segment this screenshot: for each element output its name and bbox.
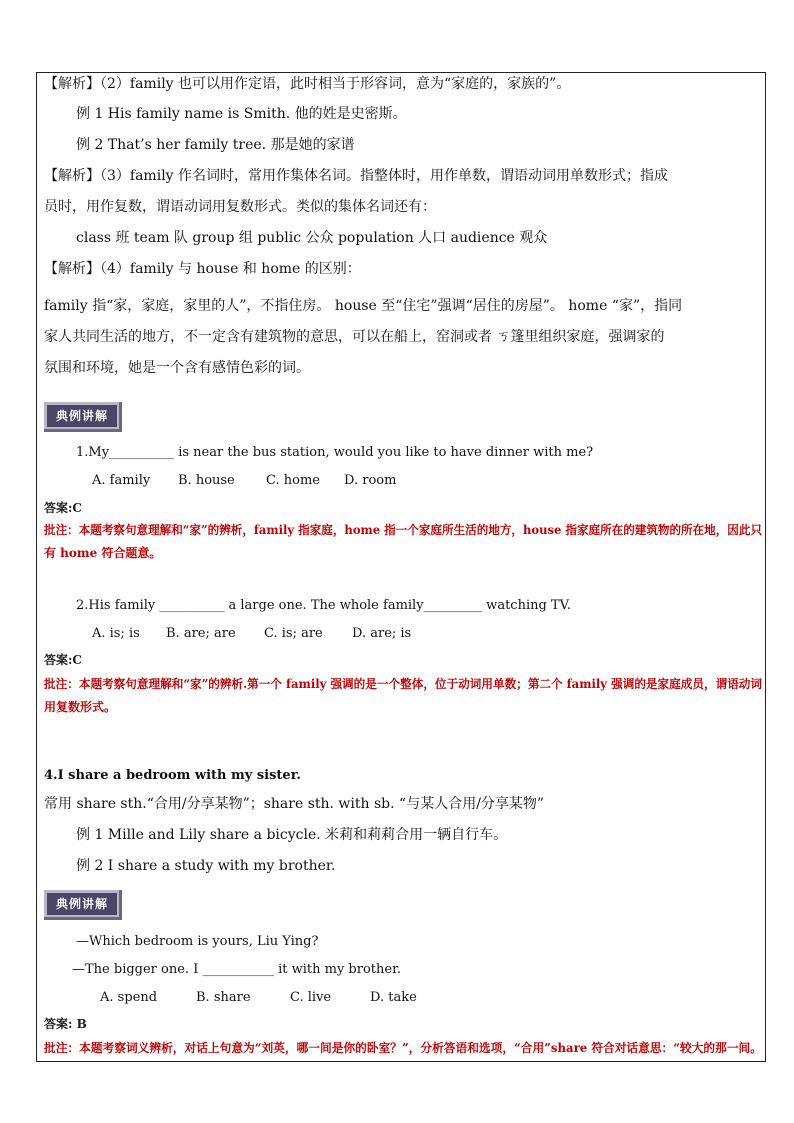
q3-option-c: C. live [290, 990, 332, 1005]
q3-dialogue-1: —Which bedroom is yours, Liu Ying? [76, 934, 319, 949]
collective-nouns: class 班 team 队 group 组 public 公众 population 人口 audience 观众 [76, 230, 548, 246]
q3-option-b: B. share [196, 990, 251, 1005]
q2-option-b: B. are; are [166, 626, 236, 641]
q1-option-d: D. room [344, 473, 397, 488]
section4-example-2: 例 2 I share a study with my brother. [76, 858, 336, 874]
q1-option-b: B. house [178, 473, 235, 488]
analysis-4: 【解析】（4）family 与 house 和 home 的区别： [44, 261, 361, 277]
q2-option-c: C. is; are [264, 626, 323, 641]
q1-option-a: A. family [92, 473, 151, 488]
q1-options [92, 471, 396, 491]
q3-option-a: A. spend [100, 990, 158, 1005]
section4-heading: 4.I share a bedroom with my sister. [44, 768, 301, 783]
q2-stem: 2.His family __________ a large one. The whole family_________ watching TV. [76, 598, 571, 613]
example-1: 例 1 His family name is Smith. 他的姓是史密斯。 [76, 106, 407, 122]
content-frame [36, 72, 766, 1062]
example-2: 例 2 That’s her family tree. 那是她的家谱 [76, 137, 355, 153]
analysis-4-body-3: 氛围和环境，她是一个含有感情色彩的词。 [44, 360, 310, 376]
analysis-2: 【解析】（2）family 也可以用作定语，此时相当于形容词，意为“家庭的，家族的”。 [44, 76, 571, 92]
example-tag-2: 典例讲解 [44, 890, 122, 920]
analysis-3: 【解析】（3）family 作名词时，常用作集体名词。指整体时，用作单数，谓语动词用单数形式；指成 [44, 168, 669, 184]
q2-answer: 答案:C [44, 653, 82, 667]
q1-note-1: 批注：本题考察句意理解和“家”的辨析，family 指家庭，home 指一个家庭所生活的地方，house 指家庭所在的建筑物的所在地，因此只 [44, 523, 763, 537]
q1-stem: 1.My__________ is near the bus station, would you like to have dinner with me? [76, 445, 594, 460]
analysis-4-body-2: 家人共同生活的地方，不一定含有建筑物的意思，可以在船上，窑洞或者 ㄎ篷里组织家庭，强调家的 [44, 329, 665, 345]
q3-answer: 答案: B [44, 1017, 87, 1031]
q2-option-d: D. are; is [352, 626, 412, 641]
analysis-4-body-1: family 指“家，家庭，家里的人”，不指住房。 house 至“住宅”强调“居住的房屋”。 home “家”，指同 [44, 298, 683, 314]
analysis-3-cont: 员时，用作复数，谓语动词用复数形式。类似的集体名词还有： [44, 199, 436, 215]
example-tag: 典例讲解 [44, 402, 122, 432]
q2-note-1: 批注：本题考察句意理解和“家”的辨析.第一个 family 强调的是一个整体，位于动词用单数；第二个 family 强调的是家庭成员，谓语动词 [44, 677, 763, 691]
q1-option-c: C. home [266, 473, 320, 488]
section4-usage: 常用 share sth.“合用/分享某物”；share sth. with sb. “与某人合用/分享某物” [44, 796, 545, 812]
q3-note: 批注：本题考察词义辨析，对话上句意为“刘英，哪一间是你的卧室？”，分析答语和选项，“合用”share 符合对话意思：“较大的那一间。 [44, 1041, 762, 1055]
q2-option-a: A. is; is [92, 626, 140, 641]
q3-dialogue-2: —The bigger one. I ___________ it with my brother. [72, 962, 401, 977]
q1-note-2: 有 home 符合题意。 [44, 546, 162, 560]
q2-note-2: 用复数形式。 [44, 700, 117, 714]
q3-options [100, 988, 417, 1008]
q3-option-d: D. take [370, 990, 417, 1005]
section4-example-1: 例 1 Mille and Lily share a bicycle. 米莉和莉莉合用一辆自行车。 [76, 827, 508, 843]
q1-answer: 答案:C [44, 501, 82, 515]
q2-options [92, 624, 411, 644]
